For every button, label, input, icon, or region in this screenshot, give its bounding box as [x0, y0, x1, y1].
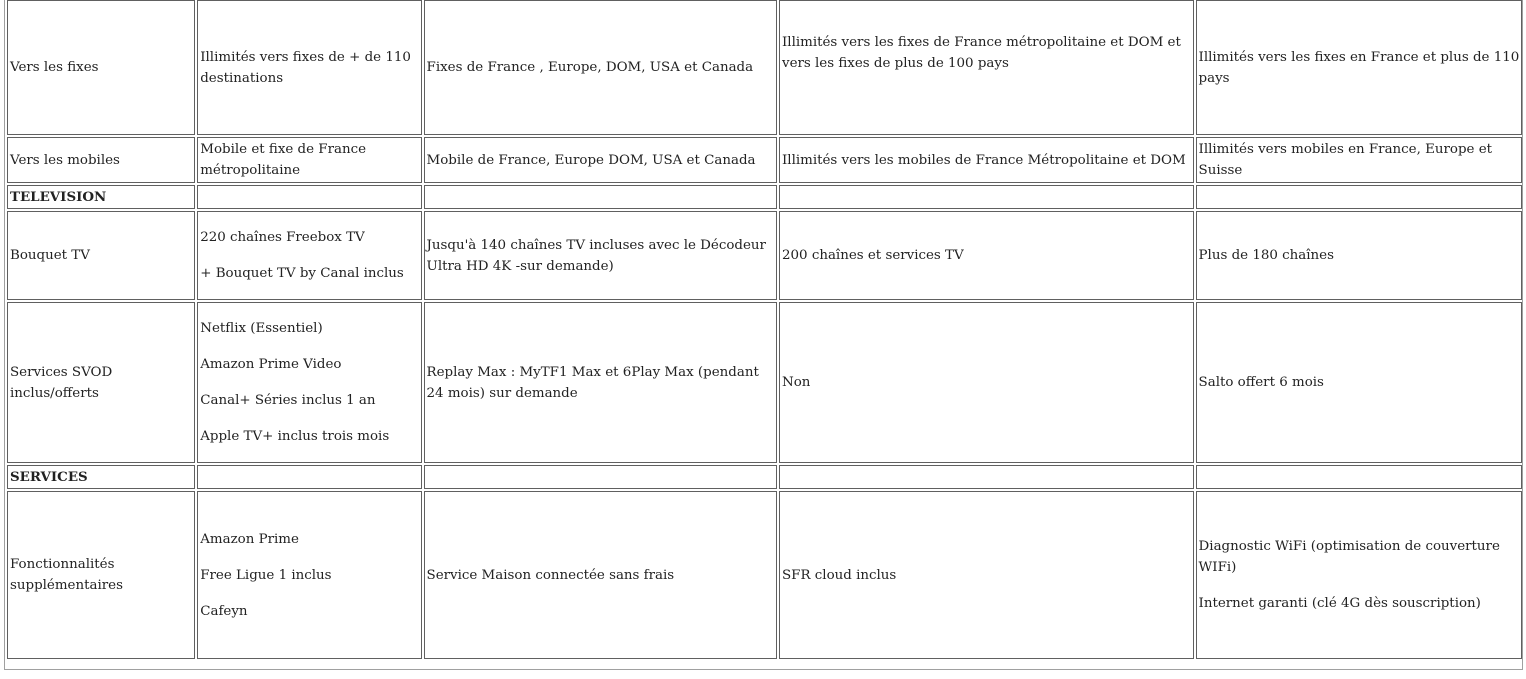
table-row — [7, 137, 1522, 183]
table-cell: Illimités vers les mobiles de France Métropolitaine et DOM — [779, 137, 1194, 183]
row-label: Fonctionnalités supplémentaires — [7, 491, 195, 659]
table-cell: Plus de 180 chaînes — [1196, 211, 1522, 300]
table-cell: Illimités vers fixes de + de 110 destinations — [197, 0, 421, 135]
cell-line: Diagnostic WiFi (optimisation de couverture WIFi) — [1198, 539, 1500, 575]
cell-line: 220 chaînes Freebox TV — [200, 230, 365, 245]
table-cell — [197, 491, 421, 659]
table-row — [7, 0, 1522, 135]
table-cell: Service Maison connectée sans frais — [424, 491, 777, 659]
comparison-table — [5, 0, 1524, 661]
cell-line: Cafeyn — [200, 603, 248, 619]
table-cell — [197, 302, 421, 463]
row-label: Services SVOD inclus/offerts — [7, 302, 195, 463]
section-heading: SERVICES — [7, 465, 195, 489]
row-label: Bouquet TV — [7, 211, 195, 300]
comparison-table-container — [4, 0, 1523, 670]
cell-line: Canal+ Séries inclus 1 an — [200, 393, 376, 408]
section-heading: TELEVISION — [7, 185, 195, 209]
table-cell — [197, 185, 421, 209]
table-cell: Illimités vers mobiles en France, Europe et Suisse — [1196, 137, 1522, 183]
table-cell — [1196, 491, 1522, 659]
table-cell — [197, 465, 421, 489]
cell-line: Netflix (Essentiel) — [200, 321, 323, 336]
cell-line: Amazon Prime Video — [200, 357, 342, 372]
table-cell: Non — [779, 302, 1194, 463]
table-cell: SFR cloud inclus — [779, 491, 1194, 659]
table-cell: Fixes de France , Europe, DOM, USA et Canada — [424, 0, 777, 135]
cell-line: Free Ligue 1 inclus — [200, 567, 332, 583]
section-row — [7, 465, 1522, 489]
cell-line: + Bouquet TV by Canal inclus — [200, 266, 404, 281]
table-cell — [779, 465, 1194, 489]
table-cell: 200 chaînes et services TV — [779, 211, 1194, 300]
cell-line: Amazon Prime — [200, 531, 299, 547]
table-cell: Jusqu'à 140 chaînes TV incluses avec le Décodeur Ultra HD 4K -sur demande) — [424, 211, 777, 300]
table-cell — [1196, 465, 1522, 489]
table-row — [7, 491, 1522, 659]
row-label: Vers les mobiles — [7, 137, 195, 183]
table-cell: Salto offert 6 mois — [1196, 302, 1522, 463]
table-row — [7, 302, 1522, 463]
table-cell: Mobile et fixe de France métropolitaine — [197, 137, 421, 183]
table-row — [7, 211, 1522, 300]
table-cell — [197, 211, 421, 300]
cell-line: Apple TV+ inclus trois mois — [200, 429, 390, 444]
cell-line: Internet garanti (clé 4G dès souscription) — [1198, 596, 1481, 611]
table-cell: Mobile de France, Europe DOM, USA et Canada — [424, 137, 777, 183]
section-row — [7, 185, 1522, 209]
row-label: Vers les fixes — [7, 0, 195, 135]
table-cell: Replay Max : MyTF1 Max et 6Play Max (pendant 24 mois) sur demande — [424, 302, 777, 463]
table-cell — [1196, 185, 1522, 209]
table-cell — [424, 185, 777, 209]
table-cell — [779, 185, 1194, 209]
table-cell: Illimités vers les fixes de France métropolitaine et DOM et vers les fixes de plus de 100 pays — [779, 0, 1194, 135]
table-cell — [424, 465, 777, 489]
table-cell: Illimités vers les fixes en France et plus de 110 pays — [1196, 0, 1522, 135]
